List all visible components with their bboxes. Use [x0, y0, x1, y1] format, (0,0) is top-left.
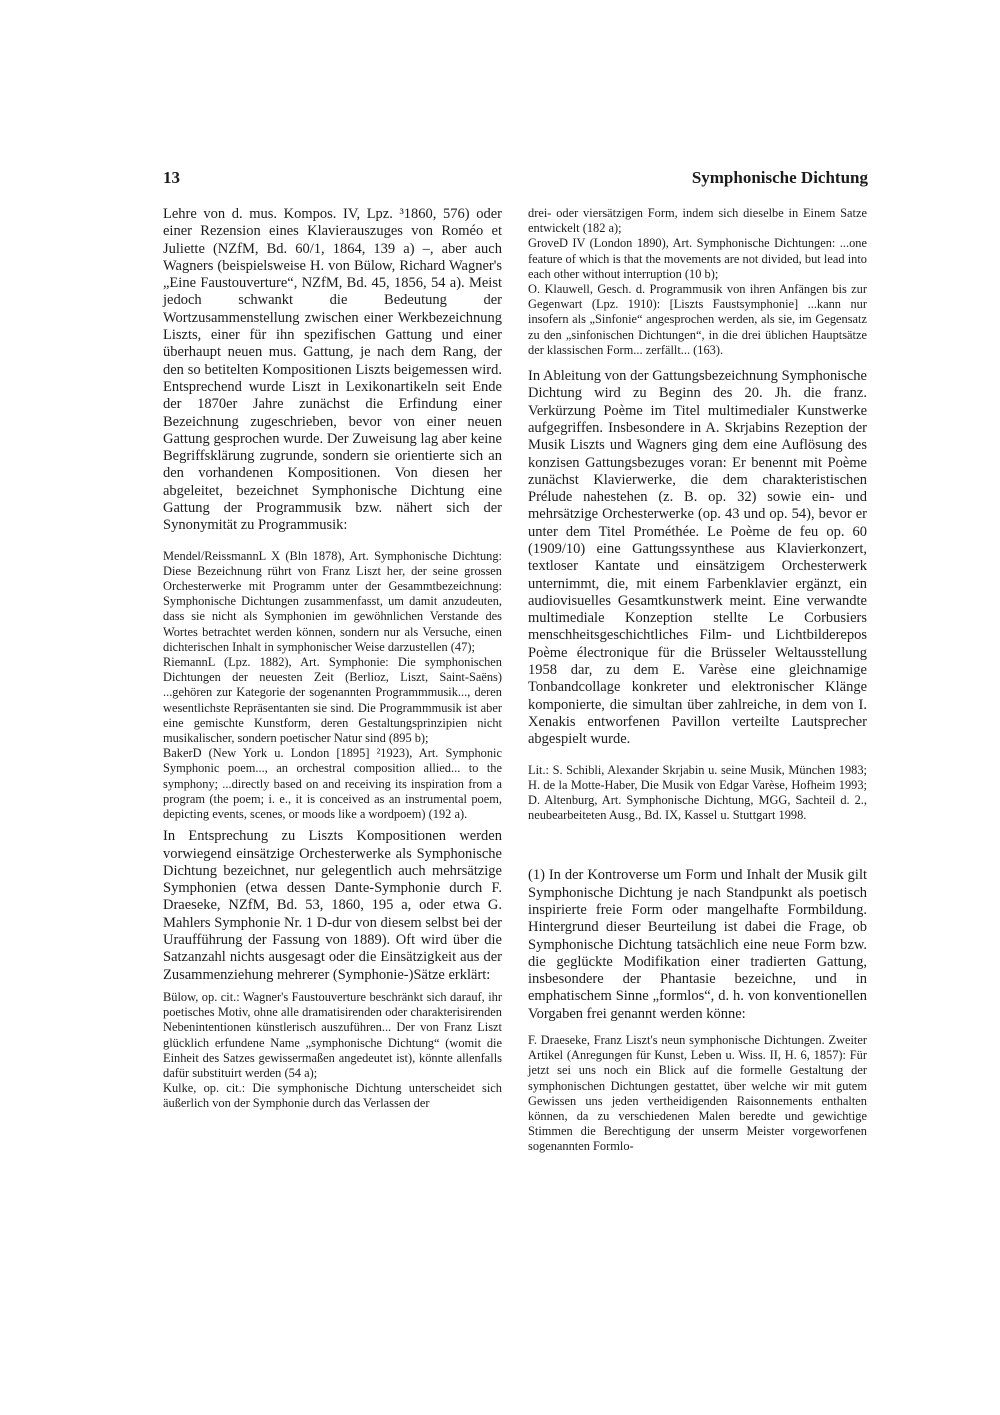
quote-klauwell: O. Klauwell, Gesch. d. Programmusik von ihren Anfängen bis zur Gegenwart (Lpz. 1910): [Liszts Faustsymphonie] ...kann nur insofern als „Sinfonie“ angesprochen werden, als sie, im Gegensatz zu den „sinfonischen Dichtungen“, in die drei üblichen Hauptsätze der klassischen Form... zerfällt... (163).: [528, 282, 867, 357]
page-number: 13: [163, 168, 180, 187]
body-paragraph: In Ableitung von der Gattungsbezeichnung Symphonische Dichtung wird zu Beginn des 20. Jh. die franz. Verkürzung Poème im Titel multimedialer Kunstwerke aufgegriffen. Insbesondere in A. Skrjabins Rezeption der Musik Liszts und Wagners ging dem eine Auflösung des konzisen Gattungsbezuges voran: Er benennt mit Poème zunächst Klavierwerke, die dem charakteristischen Prélude nahestehen (z. B. op. 32) sowie ein- und mehrsätzige Orchesterwerke (op. 43 und op. 54), bevor er unter dem Titel Prométhée. Le Poème de feu op. 60 (1909/10) eine Gattungssynthese aus Klavierkonzert, textloser Kantate und einsätzigem Orchesterwerk unternimmt, die, mit einem Farbenklavier ergänzt, ein audiovisuelles Gesamtkunstwerk meint. Eine verwandte multimediale Konzeption stellte Le Corbusiers menschheitsgeschichtliches Film- und Lichtbilderepos Poème électronique für die Brüsseler Weltausstellung 1958 dar, zu dem E. Varèse eine gleichnamige Tonbandcollage konkreter und elektronischer Klänge komponierte, die simultan über zahlreiche, in dem von I. Xenakis entworfenen Pavillon verteilte Lautsprecher abgespielt wurde.: [528, 368, 867, 748]
quote-kulke-cont: drei- oder viersätzigen Form, indem sich dieselbe in Einem Satze entwickelt (182 a);: [528, 206, 867, 236]
quote-buelow: Bülow, op. cit.: Wagner's Faustouverture beschränkt sich darauf, ihr poetisches Motiv, ohne alle dramatisirenden oder charakterisirenden Nebenintentionen künstlerisch auszuführen... Der von Franz Liszt glücklich erfundene Name „symphonische Dichtung“ (womit die Einheit des Satzes gewissermaßen angedeutet ist), könnte allenfalls dafür substituirt werden (54 a);: [163, 989, 502, 1080]
right-column: [528, 206, 867, 1155]
running-title: Symphonische Dichtung: [691, 168, 868, 187]
literature-list: Lit.: S. Schibli, Alexander Skrjabin u. seine Musik, München 1983; H. de la Motte-Haber, Die Musik von Edgar Varèse, Hofheim 1993; D. Altenburg, Art. Symphonische Dichtung, MGG, Sachteil d. 2., neubearbeiteten Ausg., Bd. IX, Kassel u. Stuttgart 1998.: [528, 762, 867, 823]
quote-draeseke: F. Draeseke, Franz Liszt's neun symphonische Dichtungen. Zweiter Artikel (Anregungen für Kunst, Leben u. Wiss. II, H. 6, 1857): Für jetzt sei uns noch ein Blick auf die formelle Gestaltung der symphonischen Dichtungen gestattet, über welche wir mit gutem Gewissen uns jeden vertheidigenden Raisonnements enthalten können, da zu verschiedenen Malen beredte und gewichtige Stimmen die Berechtigung der unserm Meister vorgeworfenen sogenannten Formlo-: [528, 1033, 867, 1154]
quote-mendel: Mendel/ReissmannL X (Bln 1878), Art. Symphonische Dichtung: Diese Bezeichnung rührt von Franz Liszt her, der seine grossen Orchesterwerke mit Programm unter der Gesammtbezeichnung: Symphonische Dichtungen zusammenfasst, um damit anzudeuten, dass sie nicht als Symphonien im gewöhnlichen Verstande des Wortes betrachtet werden können, sondern nur als Versuche, einen dichterischen Inhalt in symphonischer Weise darzustellen (47);: [163, 548, 502, 654]
body-paragraph: In Entsprechung zu Liszts Kompositionen werden vorwiegend einsätzige Orchesterwerke als Symphonische Dichtung bezeichnet, nur gelegentlich auch mehrsätzige Symphonien (etwa dessen Dante-Symphonie durch F. Draeseke, NZfM, Bd. 53, 1860, 195 a, oder etwa G. Mahlers Symphonie Nr. 1 D-dur von diesem selbst bei der Uraufführung der Fassung von 1889). Oft wird über die Satzanzahl nichts ausgesagt oder die Einsätzigkeit aus der Zusammenziehung mehrerer (Symphonie-)Sätze erklärt:: [163, 828, 502, 983]
quote-baker: BakerD (New York u. London [1895] ²1923), Art. Symphonic Symphonic poem..., an orchestral composition allied... to the symphony; ...directly based on and receiving its inspiration from a program (the poem; i. e., it is conceived as an instrumental poem, depicting events, scenes, or moods like a wordpoem) (192 a).: [163, 746, 502, 822]
quote-grove: GroveD IV (London 1890), Art. Symphonische Dichtungen: ...one feature of which is that the movements are not divided, but lead into each other without interruption (10 b);: [528, 236, 867, 281]
quote-kulke: Kulke, op. cit.: Die symphonische Dichtung unterscheidet sich äußerlich von der Symphonie durch das Verlassen der: [163, 1081, 502, 1111]
left-column: [163, 206, 502, 1112]
body-paragraph-section-1: (1) In der Kontroverse um Form und Inhalt der Musik gilt Symphonische Dichtung je nach Standpunkt als poetisch inspirierte freie Form oder mangelhafte Formbildung. Hintergrund dieser Beurteilung ist dabei die Frage, ob Symphonische Dichtung tatsächlich eine neue Form bzw. die geglückte Modifikation einer tradierten Gattung, insbesondere der Phantasie bezeichne, und in emphatischem Sinne „formlos“, d. h. von konventionellen Vorgaben frei genannt werden könne:: [528, 867, 867, 1022]
quote-riemann: RiemannL (Lpz. 1882), Art. Symphonie: Die symphonischen Dichtungen der neuesten Zeit (Berlioz, Liszt, Saint-Saëns) ...gehören zur Kategorie der sogenannten Programmmusik..., deren wesentlichste Repräsentanten sie sind. Die Programmmusik ist aber eine gemischte Kunstform, deren Gestaltungsprinzipien nicht musikalischer, sondern poetischer Natur sind (895 b);: [163, 655, 502, 746]
body-paragraph: Lehre von d. mus. Kompos. IV, Lpz. ³1860, 576) oder einer Rezension eines Klavierauszuges von Roméo et Juliette (NZfM, Bd. 60/1, 1864, 139 a) –, aber auch Wagners (beispielsweise H. von Bülow, Richard Wagner's „Eine Faustouverture“, NZfM, Bd. 45, 1856, 54 a). Meist jedoch schwankt die Bedeutung der Wortzusammenstellung zwischen einer Werkbezeichnung Liszts, einer für ihn spezifischen Gattung und einer überhaupt neuen mus. Gattung, je nach dem Rang, der den so betitelten Kompositionen Liszts beigemessen wird. Entsprechend wurde Liszt in Lexikonartikeln seit Ende der 1870er Jahre zunächst die Erfindung einer Bezeichnung zugeschrieben, bevor von einer neuen Gattung gesprochen wurde. Der Zuweisung lag aber keine Begriffsklärung zugrunde, sondern sie orientierte sich an den vorhandenen Kompositionen. Von diesen her abgeleitet, bezeichnet Symphonische Dichtung eine Gattung der Programmusik bzw. nähert sich der Synonymität zu Programmusik:: [163, 206, 502, 534]
